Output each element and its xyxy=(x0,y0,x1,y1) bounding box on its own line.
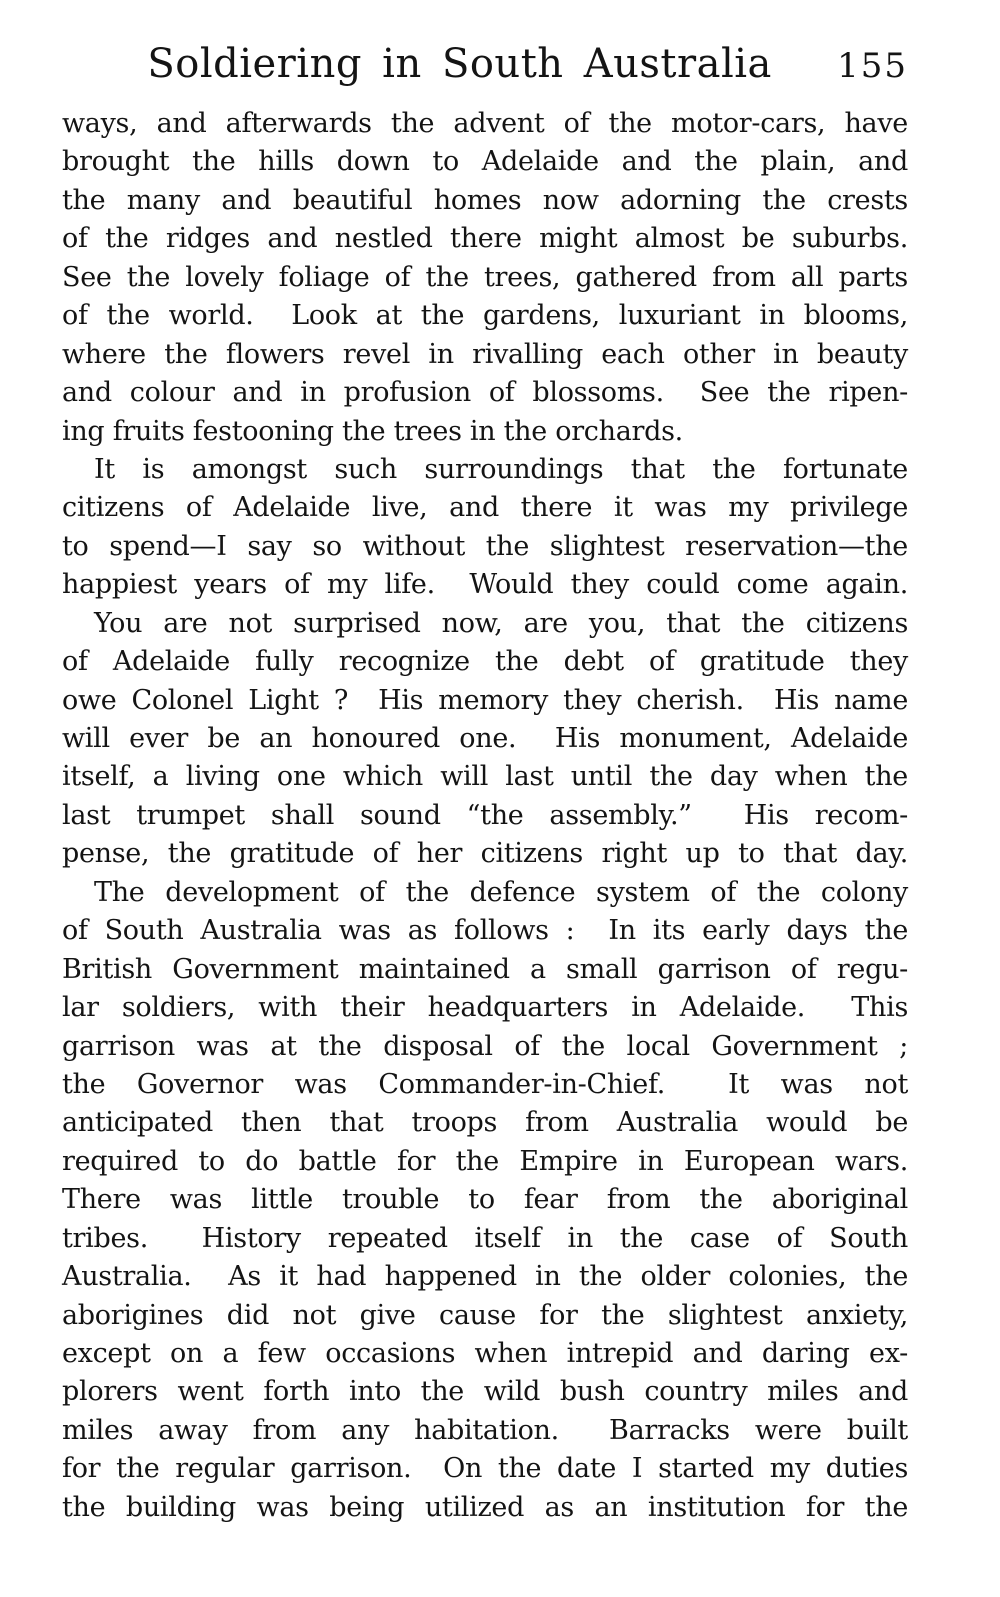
text-line: of South Australia was as follows : In its early days the xyxy=(62,915,908,947)
text-line: and colour and in profusion of blossoms. See the ripen- xyxy=(62,377,908,409)
text-line: last trumpet shall sound “the assembly.” His recom- xyxy=(62,799,908,831)
text-line: where the flowers revel in rivalling each other in beauty xyxy=(62,338,908,370)
text-line: to spend—I say so without the slightest reservation—the xyxy=(62,530,908,562)
text-line: pense, the gratitude of her citizens right up to that day. xyxy=(62,838,908,870)
text-line: British Government maintained a small garrison of regu- xyxy=(62,953,908,985)
text-line: ing fruits festooning the trees in the orchards. xyxy=(62,415,683,447)
text-line: the Governor was Commander-in-Chief. It was not xyxy=(62,1068,908,1100)
text-line: except on a few occasions when intrepid and daring ex- xyxy=(62,1338,908,1369)
text-line: owe Colonel Light ? His memory they cherish. His name xyxy=(62,684,908,716)
text-line: There was little trouble to fear from the aboriginal xyxy=(62,1184,908,1216)
text-line: required to do battle for the Empire in European wars. xyxy=(62,1145,908,1177)
text-line: itself, a living one which will last until the day when the xyxy=(62,761,908,793)
text-line: for the regular garrison. On the date I started my duties xyxy=(62,1453,908,1485)
text-line: It is amongst such surroundings that the fortunate xyxy=(94,453,908,485)
text-line: the building was being utilized as an institution for the xyxy=(62,1491,908,1523)
text-line: The development of the defence system of the colony xyxy=(94,876,908,908)
text-line: of Adelaide fully recognize the debt of gratitude they xyxy=(62,646,908,678)
text-line: garrison was at the disposal of the local Government ; xyxy=(62,1030,908,1062)
running-title: Soldiering in South Australia xyxy=(147,41,772,87)
text-line: brought the hills down to Adelaide and the plain, and xyxy=(62,146,908,178)
text-line: miles away from any habitation. Barracks were built xyxy=(62,1414,908,1446)
page-number: 155 xyxy=(837,46,908,86)
text-line: See the lovely foliage of the trees, gathered from all parts xyxy=(62,261,908,293)
text-line: You are not surprised now, are you, that the citizens xyxy=(94,607,908,639)
page-body-text xyxy=(62,105,908,1527)
text-line: tribes. History repeated itself in the case of South xyxy=(62,1222,908,1254)
text-line: the many and beautiful homes now adorning the crests xyxy=(62,184,908,216)
text-line: plorers went forth into the wild bush country miles and xyxy=(62,1376,908,1408)
text-line: Australia. As it had happened in the older colonies, the xyxy=(62,1261,908,1293)
text-line: of the ridges and nestled there might almost be suburbs. xyxy=(62,223,908,255)
text-line: of the world. Look at the gardens, luxuriant in blooms, xyxy=(62,300,908,332)
text-line: will ever be an honoured one. His monument, Adelaide xyxy=(62,723,908,754)
text-line: citizens of Adelaide live, and there it was my privilege xyxy=(62,492,908,524)
page-header xyxy=(62,38,908,94)
text-line: anticipated then that troops from Australia would be xyxy=(62,1107,908,1139)
text-line: lar soldiers, with their headquarters in Adelaide. This xyxy=(62,992,908,1024)
text-line: ways, and afterwards the advent of the motor-cars, have xyxy=(62,108,908,139)
text-line: aborigines did not give cause for the slightest anxiety, xyxy=(62,1299,908,1331)
text-line: happiest years of my life. Would they could come again. xyxy=(62,569,908,601)
